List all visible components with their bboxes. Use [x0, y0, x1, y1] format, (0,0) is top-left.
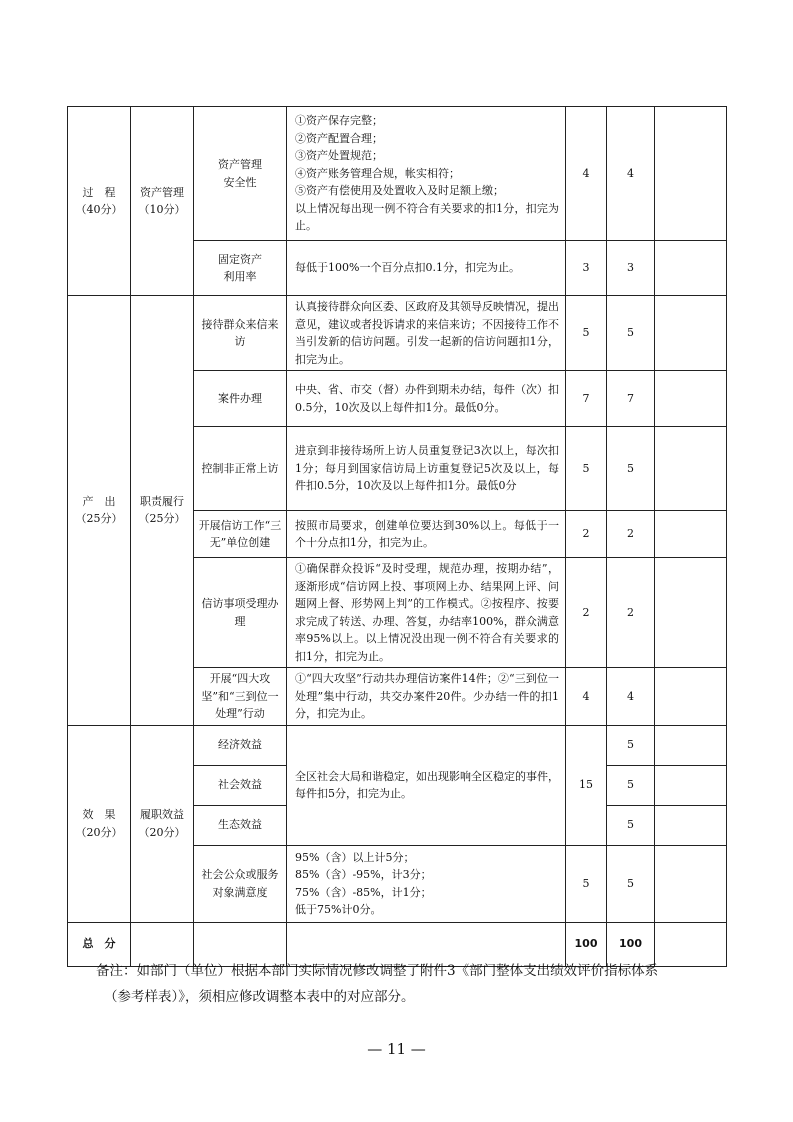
indicator-public-satisfaction: 社会公众或服务对象满意度: [194, 845, 287, 922]
score-ecological-benefit: 5: [607, 805, 655, 845]
score-fixed-asset-utilization: 3: [607, 241, 655, 296]
indicator-ecological-benefit: 生态效益: [194, 805, 287, 845]
remark-cell: [655, 765, 727, 805]
rule-fixed-asset-utilization: 每低于100%一个百分点扣0.1分，扣完为止。: [287, 241, 566, 296]
weight-four-campaigns: 4: [566, 668, 607, 726]
rule-petition-reception: 认真接待群众向区委、区政府及其领导反映情况，提出意见，建议或者投诉请求的来信来访；不因接待工作不当引发新的信访问题。引发一起新的信访问题扣1分，扣完为止。: [287, 296, 566, 371]
weight-asset-safety: 4: [566, 107, 607, 241]
weight-three-none-unit: 2: [566, 511, 607, 558]
weight-abnormal-petition-control: 5: [566, 427, 607, 511]
score-case-handling: 7: [607, 371, 655, 427]
weight-fixed-asset-utilization: 3: [566, 241, 607, 296]
indicator-case-handling: 案件办理: [194, 371, 287, 427]
rule-three-none-unit: 按照市局要求，创建单位要达到30%以上。每低于一个十分点扣1分，扣完为止。: [287, 511, 566, 558]
indicator-three-none-unit: 开展信访工作“三无”单位创建: [194, 511, 287, 558]
remark-cell: [655, 296, 727, 371]
score-petition-processing: 2: [607, 558, 655, 668]
indicator-petition-reception: 接待群众来信来访: [194, 296, 287, 371]
weight-petition-reception: 5: [566, 296, 607, 371]
remark-cell: [655, 511, 727, 558]
score-social-benefit: 5: [607, 765, 655, 805]
category-effect: 效 果 （20分）: [68, 725, 131, 922]
remark-cell: [655, 427, 727, 511]
sub-indicator-asset-management: 资产管理 （10分）: [131, 107, 194, 296]
footnote-line-1: 备注：如部门（单位）根据本部门实际情况修改调整了附件3《部门整体支出绩效评价指标体系: [96, 963, 659, 979]
weight-public-satisfaction: 5: [566, 845, 607, 922]
rule-public-satisfaction: 95%（含）以上计5分； 85%（含）-95%，计3分； 75%（含）-85%，计1分； 低于75%计0分。: [287, 845, 566, 922]
rule-four-campaigns: ①“四大攻坚”行动共办理信访案件14件；②“三到位一处理”集中行动，共交办案件20件。少办结一件的扣1分，扣完为止。: [287, 668, 566, 726]
remark-cell: [655, 845, 727, 922]
rule-petition-processing: ①确保群众投诉“及时受理，规范办理，按期办结”，逐渐形成“信访网上投、事项网上办、结果网上评、问题网上督、形势网上判”的工作模式。②按程序、按要求完成了转送、办理、答复，办结率100%，群众满意率95%以上。以上情况没出现一例不符合有关要求的扣1分，扣完为止。: [287, 558, 566, 668]
sub-indicator-performance-benefit: 履职效益 （20分）: [131, 725, 194, 922]
weight-petition-processing: 2: [566, 558, 607, 668]
indicator-asset-safety: 资产管理 安全性: [194, 107, 287, 241]
indicator-abnormal-petition-control: 控制非正常上访: [194, 427, 287, 511]
indicator-economic-benefit: 经济效益: [194, 725, 287, 765]
total-weight: 100: [566, 922, 607, 966]
footnote: [96, 958, 736, 1010]
weight-case-handling: 7: [566, 371, 607, 427]
evaluation-table: [67, 106, 727, 967]
category-output: 产 出 （25分）: [68, 296, 131, 726]
rule-asset-safety: ①资产保存完整； ②资产配置合理； ③资产处置规范； ④资产账务管理合规，帐实相符； ⑤资产有偿使用及处置收入及时足额上缴； 以上情况每出现一例不符合有关要求的扣1分，扣完为止。: [287, 107, 566, 241]
remark-cell: [655, 371, 727, 427]
indicator-petition-processing: 信访事项受理办理: [194, 558, 287, 668]
rule-case-handling: 中央、省、市交（督）办件到期未办结，每件（次）扣0.5分，10次及以上每件扣1分。最低0分。: [287, 371, 566, 427]
rule-abnormal-petition-control: 进京到非接待场所上访人员重复登记3次以上，每次扣1分；每月到国家信访局上访重复登记5次及以上，每件扣0.5分，10次及以上每件扣1分。最低0分: [287, 427, 566, 511]
indicator-fixed-asset-utilization: 固定资产 利用率: [194, 241, 287, 296]
rule-social-stability: 全区社会大局和谐稳定，如出现影响全区稳定的事件，每件扣5分，扣完为止。: [287, 725, 566, 845]
weight-benefits: 15: [566, 725, 607, 845]
score-abnormal-petition-control: 5: [607, 427, 655, 511]
remark-cell: [655, 241, 727, 296]
remark-cell: [655, 725, 727, 765]
indicator-social-benefit: 社会效益: [194, 765, 287, 805]
score-three-none-unit: 2: [607, 511, 655, 558]
score-asset-safety: 4: [607, 107, 655, 241]
remark-cell: [655, 107, 727, 241]
score-petition-reception: 5: [607, 296, 655, 371]
remark-cell: [655, 805, 727, 845]
total-label: 总 分: [68, 922, 131, 966]
page-number: — 11 —: [367, 1040, 426, 1058]
score-economic-benefit: 5: [607, 725, 655, 765]
score-public-satisfaction: 5: [607, 845, 655, 922]
indicator-four-campaigns: 开展“四大攻坚”和“三到位一处理”行动: [194, 668, 287, 726]
remark-cell: [655, 558, 727, 668]
footnote-line-2: （参考样表）》，须相应修改调整本表中的对应部分。: [104, 989, 415, 1005]
remark-cell: [655, 668, 727, 726]
category-process: 过 程 （40分）: [68, 107, 131, 296]
score-four-campaigns: 4: [607, 668, 655, 726]
total-score: 100: [607, 922, 655, 966]
sub-indicator-duty-performance: 职责履行 （25分）: [131, 296, 194, 726]
